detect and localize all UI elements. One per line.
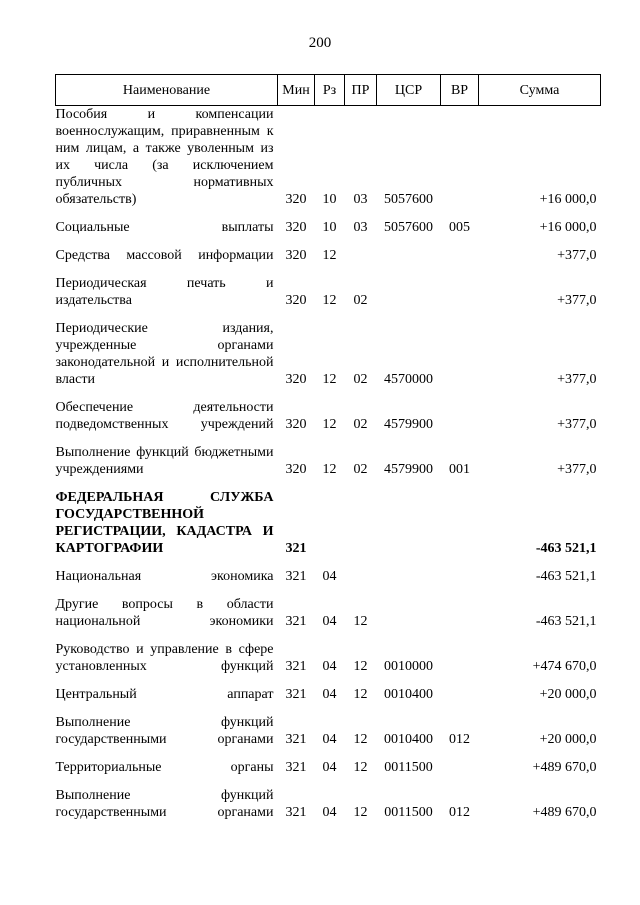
cell-min: 320 — [285, 462, 307, 477]
cell-vr: 012 — [449, 732, 470, 747]
cell-csr: 4579900 — [384, 417, 433, 432]
cell-name: Территориальные органы — [55, 760, 274, 775]
cell-name: Другие вопросы в области национальной экономики — [55, 597, 274, 629]
column-header-name: Наименование — [56, 75, 278, 106]
table-row — [56, 753, 601, 781]
cell-sum: +377,0 — [557, 417, 597, 432]
cell-pr: 03 — [353, 220, 368, 235]
table-row — [56, 438, 601, 483]
cell-min: 321 — [285, 732, 307, 747]
cell-vr — [441, 753, 479, 781]
cell-vr — [441, 314, 479, 393]
cell-rz: 04 — [322, 614, 337, 629]
column-header-vr: ВР — [441, 75, 479, 106]
cell-sum: +16 000,0 — [539, 220, 597, 235]
cell-sum: -463 521,1 — [535, 541, 597, 556]
page-number: 200 — [308, 35, 332, 51]
cell-name: Руководство и управление в сфере установленных функций — [55, 642, 274, 674]
cell-csr: 5057600 — [384, 192, 433, 207]
cell-vr — [441, 590, 479, 635]
cell-rz: 04 — [322, 687, 337, 702]
column-header-sum: Сумма — [479, 75, 601, 106]
cell-csr — [377, 590, 441, 635]
cell-rz: 04 — [322, 569, 337, 584]
cell-vr: 005 — [449, 220, 470, 235]
cell-min: 320 — [285, 417, 307, 432]
cell-vr — [441, 241, 479, 269]
cell-pr: 02 — [353, 293, 368, 308]
cell-pr: 02 — [353, 417, 368, 432]
cell-pr — [345, 483, 377, 562]
cell-min: 321 — [285, 541, 307, 556]
cell-vr — [441, 106, 479, 214]
table-row — [56, 781, 601, 826]
cell-csr — [377, 241, 441, 269]
cell-sum: +20 000,0 — [539, 732, 597, 747]
cell-csr: 0011500 — [384, 805, 433, 820]
cell-csr — [377, 269, 441, 314]
cell-csr — [377, 562, 441, 590]
cell-rz: 04 — [322, 659, 337, 674]
cell-rz: 04 — [322, 760, 337, 775]
cell-name: Средства массовой информации — [55, 248, 274, 263]
cell-name: Периодическая печать и издательства — [55, 276, 274, 308]
cell-rz: 10 — [322, 220, 337, 235]
table-row — [56, 590, 601, 635]
cell-pr: 12 — [353, 614, 368, 629]
column-header-csr: ЦСР — [377, 75, 441, 106]
cell-rz: 12 — [322, 293, 337, 308]
cell-min: 321 — [285, 569, 307, 584]
cell-min: 320 — [285, 248, 307, 263]
cell-rz: 12 — [322, 248, 337, 263]
cell-csr: 4570000 — [384, 372, 433, 387]
column-header-rz: Рз — [315, 75, 345, 106]
cell-pr: 12 — [353, 760, 368, 775]
cell-sum: +489 670,0 — [532, 760, 597, 775]
cell-pr: 12 — [353, 687, 368, 702]
cell-name: Периодические издания, учрежденные органами законодательной и исполнительной власти — [55, 321, 274, 387]
table-row — [56, 393, 601, 438]
cell-sum: +16 000,0 — [539, 192, 597, 207]
table-row — [56, 241, 601, 269]
table-row — [56, 483, 601, 562]
cell-rz: 10 — [322, 192, 337, 207]
cell-min: 320 — [285, 372, 307, 387]
cell-pr: 12 — [353, 659, 368, 674]
cell-min: 321 — [285, 760, 307, 775]
cell-pr: 02 — [353, 462, 368, 477]
cell-pr: 03 — [353, 192, 368, 207]
cell-sum: -463 521,1 — [535, 569, 597, 584]
table-header-row — [56, 75, 601, 106]
cell-csr — [377, 483, 441, 562]
cell-name: Пособия и компенсации военнослужащим, приравненным к ним лицам, а также уволенным из их числа (за исключением публичных нормативных обязательств) — [55, 107, 274, 207]
cell-vr — [441, 635, 479, 680]
column-header-pr: ПР — [345, 75, 377, 106]
cell-min: 320 — [285, 192, 307, 207]
cell-min: 321 — [285, 805, 307, 820]
cell-rz: 12 — [322, 372, 337, 387]
cell-rz: 04 — [322, 805, 337, 820]
cell-vr: 001 — [449, 462, 470, 477]
cell-min: 321 — [285, 614, 307, 629]
cell-rz — [315, 483, 345, 562]
cell-rz: 12 — [322, 417, 337, 432]
cell-name: Выполнение функций бюджетными учреждениями — [55, 445, 274, 477]
cell-vr — [441, 562, 479, 590]
cell-pr — [345, 241, 377, 269]
cell-name: ФЕДЕРАЛЬНАЯ СЛУЖБА ГОСУДАРСТВЕННОЙ РЕГИСТРАЦИИ, КАДАСТРА И КАРТОГРАФИИ — [55, 490, 274, 556]
cell-sum: +377,0 — [557, 372, 597, 387]
cell-vr — [441, 269, 479, 314]
cell-pr: 12 — [353, 805, 368, 820]
table-row — [56, 314, 601, 393]
cell-csr: 0010400 — [384, 732, 433, 747]
cell-sum: +377,0 — [557, 462, 597, 477]
cell-rz: 12 — [322, 462, 337, 477]
cell-name: Выполнение функций государственными органами — [55, 788, 274, 820]
cell-min: 321 — [285, 659, 307, 674]
cell-sum: +377,0 — [557, 293, 597, 308]
cell-min: 320 — [285, 293, 307, 308]
cell-min: 320 — [285, 220, 307, 235]
cell-sum: +474 670,0 — [532, 659, 597, 674]
cell-sum: +489 670,0 — [532, 805, 597, 820]
cell-csr: 0010400 — [384, 687, 433, 702]
budget-table — [55, 74, 601, 826]
cell-name: Национальная экономика — [55, 569, 274, 584]
cell-csr: 5057600 — [384, 220, 433, 235]
cell-rz: 04 — [322, 732, 337, 747]
cell-sum: +377,0 — [557, 248, 597, 263]
cell-pr: 12 — [353, 732, 368, 747]
cell-vr: 012 — [449, 805, 470, 820]
column-header-min: Мин — [278, 75, 315, 106]
cell-pr: 02 — [353, 372, 368, 387]
cell-name: Социальные выплаты — [55, 220, 274, 235]
cell-vr — [441, 483, 479, 562]
cell-name: Центральный аппарат — [55, 687, 274, 702]
table-row — [56, 562, 601, 590]
table-row — [56, 106, 601, 214]
cell-pr — [345, 562, 377, 590]
cell-name: Выполнение функций государственными органами — [55, 715, 274, 747]
table-body — [56, 106, 601, 827]
table-row — [56, 213, 601, 241]
cell-vr — [441, 680, 479, 708]
cell-sum: +20 000,0 — [539, 687, 597, 702]
cell-sum: -463 521,1 — [535, 614, 597, 629]
cell-vr — [441, 393, 479, 438]
table-row — [56, 708, 601, 753]
table-row — [56, 680, 601, 708]
cell-min: 321 — [285, 687, 307, 702]
cell-csr: 4579900 — [384, 462, 433, 477]
table-row — [56, 635, 601, 680]
cell-csr: 0011500 — [384, 760, 433, 775]
cell-name: Обеспечение деятельности подведомственных учреждений — [55, 400, 274, 432]
table-row — [56, 269, 601, 314]
cell-csr: 0010000 — [384, 659, 433, 674]
